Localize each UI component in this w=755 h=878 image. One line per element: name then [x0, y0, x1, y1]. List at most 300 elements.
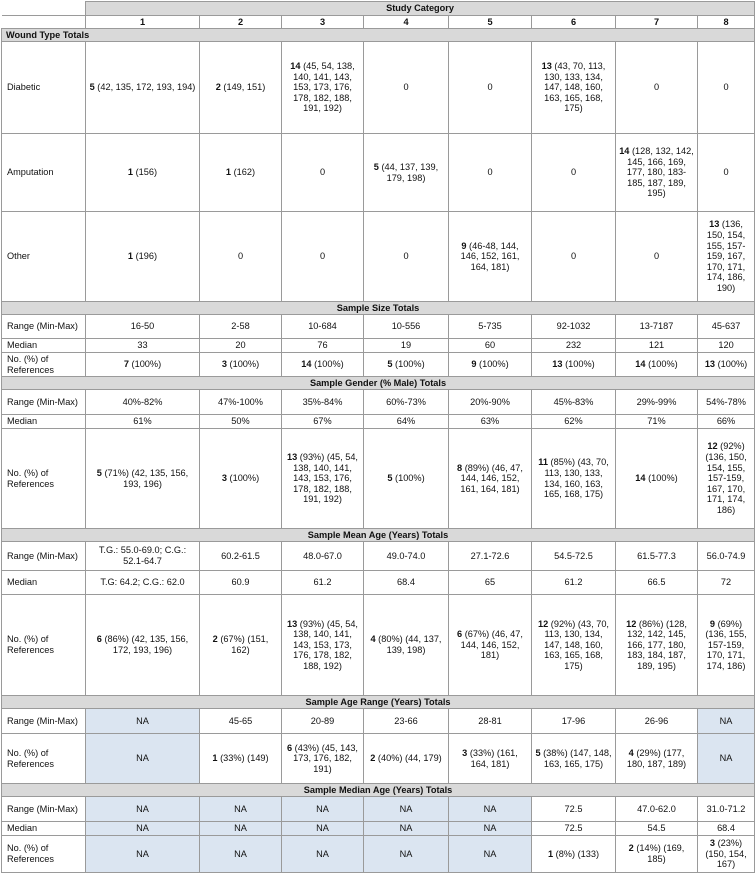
- cell-text: 45-65: [228, 715, 253, 726]
- cell-text: (93%) (45, 54, 138, 140, 141, 143, 153, 173, 176, 178, 182, 188, 192): [293, 618, 358, 671]
- cell-text: NA: [316, 823, 329, 834]
- reference-count: 5: [535, 747, 541, 758]
- reference-count: 4: [628, 747, 634, 758]
- cell-text: (69%) (136, 155, 157-159, 170, 171, 174, 186): [705, 618, 747, 671]
- table-cell: [86, 315, 200, 339]
- cell-text: 0: [570, 251, 577, 262]
- table-cell: [200, 797, 282, 822]
- cell-text: 0: [319, 251, 326, 262]
- table-cell: [698, 595, 755, 696]
- cell-text: (100%): [311, 359, 344, 370]
- reference-count: 12: [626, 618, 637, 629]
- column-number-2: 2: [200, 16, 282, 29]
- table-cell: [364, 42, 449, 134]
- cell-text: 0: [487, 82, 493, 93]
- reference-count: 3: [462, 747, 468, 758]
- reference-count: 5: [387, 359, 393, 370]
- cell-text: (100%): [645, 359, 678, 370]
- table-cell: [200, 734, 282, 784]
- table-row: [2, 212, 755, 302]
- table-cell: [86, 595, 200, 696]
- cell-text: (33%) (149): [217, 753, 269, 764]
- column-number-row: [2, 16, 755, 29]
- cell-text: T.G.: 55.0-69.0; C.G.: 52.1-64.7: [98, 545, 187, 566]
- reference-count: 12: [707, 441, 718, 452]
- table-cell: [698, 836, 755, 873]
- table-cell: [86, 415, 200, 429]
- table-cell: [200, 595, 282, 696]
- cell-text: 23-66: [394, 715, 418, 726]
- table-cell: [86, 734, 200, 784]
- cell-text: 0: [723, 82, 729, 93]
- cell-text: (45, 54, 138, 140, 141, 143, 153, 173, 176, 178, 182, 188, 191, 192): [293, 61, 355, 114]
- table-cell: [86, 797, 200, 822]
- cell-text: NA: [316, 803, 329, 814]
- section-header-row: [2, 302, 755, 315]
- table-cell: [86, 571, 200, 595]
- table-cell: [282, 134, 364, 212]
- row-label: No. (%) of References: [2, 595, 86, 696]
- cell-text: 5-735: [478, 321, 502, 332]
- cell-text: 0: [653, 82, 660, 93]
- section-title: Sample Age Range (Years) Totals: [2, 696, 755, 709]
- cell-text: 17-96: [561, 715, 586, 726]
- cell-text: (196): [133, 251, 158, 262]
- cell-text: 72.5: [564, 803, 583, 814]
- section-header-row: [2, 529, 755, 542]
- section-header-row: [2, 377, 755, 390]
- cell-text: (43, 70, 113, 130, 133, 134, 147, 148, 160, 163, 165, 168, 175): [544, 61, 606, 114]
- cell-text: 20-89: [310, 715, 335, 726]
- cell-text: NA: [234, 848, 247, 859]
- row-label: Range (Min-Max): [2, 709, 86, 734]
- reference-count: 3: [221, 359, 227, 370]
- table-cell: [698, 42, 755, 134]
- cell-text: 47.0-62.0: [637, 803, 676, 814]
- cell-text: (136, 150, 154, 155, 157-159, 167, 170, 171, 174, 186, 190): [706, 219, 746, 293]
- section-title: Wound Type Totals: [2, 29, 755, 42]
- cell-text: (40%) (44, 179): [375, 753, 442, 764]
- table-cell: [698, 415, 755, 429]
- reference-count: 8: [457, 462, 463, 473]
- table-cell: [86, 339, 200, 353]
- table-cell: [532, 836, 616, 873]
- table-cell: [532, 429, 616, 529]
- table-cell: [282, 571, 364, 595]
- reference-count: 4: [370, 634, 376, 645]
- table-cell: [532, 134, 616, 212]
- column-number-4: 4: [364, 16, 449, 29]
- cell-text: 61.2: [313, 577, 332, 588]
- cell-text: 54%-78%: [706, 396, 746, 407]
- table-cell: [449, 734, 532, 784]
- table-cell: [616, 734, 698, 784]
- cell-text: 45%-83%: [553, 396, 594, 407]
- table-row: [2, 315, 755, 339]
- row-label: Median: [2, 415, 86, 429]
- cell-text: (86%) (128, 132, 142, 145, 166, 177, 180, 183, 184, 187, 189, 195): [627, 618, 687, 671]
- section-title: Sample Median Age (Years) Totals: [2, 784, 755, 797]
- table-cell: [616, 797, 698, 822]
- table-cell: [616, 429, 698, 529]
- table-cell: [200, 390, 282, 415]
- column-number-blank-cell: [2, 16, 86, 29]
- cell-text: 60: [484, 340, 496, 351]
- table-cell: [364, 212, 449, 302]
- table-cell: [532, 353, 616, 377]
- table-cell: [532, 571, 616, 595]
- cell-text: (100%): [226, 359, 260, 370]
- table-cell: [698, 542, 755, 571]
- table-cell: [449, 571, 532, 595]
- cell-text: 0: [487, 167, 493, 178]
- column-number-1: 1: [86, 16, 200, 29]
- cell-text: 67%: [313, 416, 332, 427]
- reference-count: 13: [286, 452, 298, 463]
- cell-text: 0: [319, 167, 326, 178]
- cell-text: (14%) (169, 185): [633, 843, 685, 864]
- table-row: [2, 542, 755, 571]
- table-cell: [532, 595, 616, 696]
- table-body: [2, 2, 755, 873]
- row-label: Range (Min-Max): [2, 797, 86, 822]
- table-cell: [449, 134, 532, 212]
- cell-text: 232: [565, 340, 582, 351]
- row-label: Range (Min-Max): [2, 390, 86, 415]
- reference-count: 2: [212, 634, 218, 645]
- table-cell: [282, 734, 364, 784]
- cell-text: T.G: 64.2; C.G.: 62.0: [100, 577, 185, 588]
- cell-text: (100%): [226, 473, 260, 484]
- table-cell: [86, 353, 200, 377]
- table-cell: [449, 339, 532, 353]
- table-cell: [616, 595, 698, 696]
- cell-text: NA: [719, 753, 733, 764]
- cell-text: 66.5: [647, 577, 666, 588]
- reference-count: 2: [215, 82, 221, 93]
- column-number-5: 5: [449, 16, 532, 29]
- table-cell: [449, 42, 532, 134]
- cell-text: 35%-84%: [302, 396, 343, 407]
- table-cell: [282, 42, 364, 134]
- cell-text: 54.5-72.5: [554, 550, 593, 561]
- cell-text: (67%) (151, 162): [217, 634, 269, 655]
- table-cell: [449, 797, 532, 822]
- table-cell: [532, 212, 616, 302]
- table-cell: [698, 797, 755, 822]
- table-cell: [86, 542, 200, 571]
- reference-count: 14: [301, 359, 312, 370]
- cell-text: 56.0-74.9: [706, 550, 746, 561]
- cell-text: 48.0-67.0: [303, 550, 342, 561]
- table-cell: [532, 415, 616, 429]
- cell-text: (100%): [562, 359, 595, 370]
- cell-text: 33: [137, 340, 148, 351]
- cell-text: (71%) (42, 135, 156, 193, 196): [101, 467, 189, 489]
- table-cell: [532, 42, 616, 134]
- cell-text: 54.5: [647, 823, 666, 834]
- cell-text: (92%) (43, 70, 113, 130, 134, 147, 148, 160, 163, 165, 168, 175): [544, 618, 609, 671]
- table-cell: [364, 822, 449, 836]
- table-cell: [86, 42, 200, 134]
- table-cell: [200, 42, 282, 134]
- cell-text: NA: [316, 848, 329, 859]
- cell-text: (86%) (42, 135, 156, 172, 193, 196): [101, 634, 189, 655]
- table-cell: [364, 709, 449, 734]
- cell-text: 19: [400, 340, 412, 351]
- table-cell: [698, 390, 755, 415]
- table-cell: [86, 134, 200, 212]
- column-number-7: 7: [616, 16, 698, 29]
- table-cell: [532, 339, 616, 353]
- reference-count: 1: [127, 167, 134, 178]
- cell-text: 10-556: [391, 321, 421, 332]
- table-cell: [616, 315, 698, 339]
- table-row: [2, 571, 755, 595]
- cell-text: NA: [136, 715, 149, 726]
- table-cell: [282, 542, 364, 571]
- cell-text: 121: [648, 340, 665, 351]
- cell-text: NA: [399, 848, 413, 859]
- table-cell: [282, 836, 364, 873]
- cell-text: (43%) (45, 143, 173, 176, 182, 191): [292, 742, 358, 774]
- table-cell: [200, 709, 282, 734]
- table-cell: [200, 822, 282, 836]
- table-cell: [282, 822, 364, 836]
- cell-text: 40%-82%: [122, 396, 163, 407]
- cell-text: 120: [718, 340, 734, 351]
- cell-text: 72: [720, 577, 732, 588]
- cell-text: 76: [317, 340, 328, 351]
- cell-text: 0: [653, 251, 660, 262]
- cell-text: 47%-100%: [218, 396, 263, 407]
- cell-text: 20%-90%: [470, 396, 510, 407]
- cell-text: NA: [399, 823, 413, 834]
- cell-text: 71%: [647, 416, 666, 427]
- row-label: No. (%) of References: [2, 836, 86, 873]
- table-cell: [282, 429, 364, 529]
- cell-text: (100%): [392, 473, 425, 484]
- cell-text: 61.2: [564, 577, 583, 588]
- table-cell: [532, 709, 616, 734]
- table-cell: [616, 42, 698, 134]
- table-cell: [616, 836, 698, 873]
- cell-text: (162): [231, 167, 256, 178]
- reference-count: 14: [635, 359, 646, 370]
- cell-text: (100%): [476, 359, 509, 370]
- reference-count: 9: [471, 359, 477, 370]
- table-cell: [86, 212, 200, 302]
- cell-text: (156): [133, 167, 158, 178]
- cell-text: (100%): [715, 359, 748, 370]
- cell-text: 27.1-72.6: [470, 550, 510, 561]
- table-cell: [449, 709, 532, 734]
- table-cell: [616, 353, 698, 377]
- table-cell: [200, 415, 282, 429]
- cell-text: 31.0-71.2: [706, 803, 746, 814]
- table-cell: [282, 212, 364, 302]
- table-cell: [364, 571, 449, 595]
- table-cell: [200, 339, 282, 353]
- table-cell: [364, 315, 449, 339]
- reference-count: 13: [541, 61, 552, 72]
- cell-text: 61%: [133, 416, 152, 427]
- table-cell: [698, 734, 755, 784]
- table-cell: [616, 542, 698, 571]
- table-cell: [364, 797, 449, 822]
- cell-text: 13-7187: [639, 321, 674, 332]
- cell-text: 50%: [231, 416, 250, 427]
- table-cell: [616, 390, 698, 415]
- reference-count: 7: [123, 359, 129, 370]
- table-cell: [698, 822, 755, 836]
- table-cell: [449, 353, 532, 377]
- cell-text: 60.9: [231, 577, 250, 588]
- reference-count: 13: [709, 219, 720, 230]
- reference-count: 1: [212, 753, 218, 764]
- table-row: [2, 429, 755, 529]
- reference-count: 5: [373, 161, 379, 172]
- table-row: [2, 822, 755, 836]
- column-number-3: 3: [282, 16, 364, 29]
- cell-text: (29%) (177, 180, 187, 189): [626, 747, 687, 769]
- table-cell: [364, 134, 449, 212]
- table-cell: [532, 822, 616, 836]
- reference-count: 6: [457, 629, 463, 640]
- table-cell: [449, 415, 532, 429]
- row-label: Amputation: [2, 134, 86, 212]
- cell-text: NA: [136, 848, 149, 859]
- cell-text: (44, 137, 139, 179, 198): [378, 161, 439, 183]
- table-row: [2, 836, 755, 873]
- cell-text: 72.5: [564, 823, 583, 834]
- table-cell: [616, 571, 698, 595]
- table-cell: [698, 571, 755, 595]
- table-cell: [282, 315, 364, 339]
- cell-text: 2-58: [231, 321, 250, 332]
- table-cell: [364, 836, 449, 873]
- table-cell: [698, 353, 755, 377]
- row-label: Median: [2, 339, 86, 353]
- cell-text: NA: [234, 803, 247, 814]
- table-cell: [616, 212, 698, 302]
- study-category-table: [1, 1, 755, 873]
- table-cell: [532, 390, 616, 415]
- cell-text: 64%: [396, 416, 416, 427]
- table-row: [2, 134, 755, 212]
- table-cell: [364, 390, 449, 415]
- cell-text: (67%) (46, 47, 144, 146, 152, 181): [460, 629, 523, 661]
- cell-text: (89%) (46, 47, 144, 146, 152, 161, 164, 181): [460, 462, 523, 494]
- row-label: No. (%) of References: [2, 429, 86, 529]
- cell-text: 92-1032: [556, 321, 591, 332]
- cell-text: 65: [484, 577, 496, 588]
- table-cell: [200, 353, 282, 377]
- table-cell: [86, 836, 200, 873]
- table-cell: [282, 339, 364, 353]
- column-number-6: 6: [532, 16, 616, 29]
- cell-text: (23%) (150, 154, 167): [705, 838, 747, 870]
- table-cell: [532, 315, 616, 339]
- table-cell: [698, 212, 755, 302]
- table-cell: [364, 415, 449, 429]
- table-cell: [532, 797, 616, 822]
- cell-text: (100%): [392, 359, 425, 370]
- cell-text: NA: [483, 823, 497, 834]
- table-row: [2, 595, 755, 696]
- cell-text: 68.4: [397, 577, 415, 588]
- cell-text: 0: [723, 167, 729, 178]
- section-title: Sample Size Totals: [2, 302, 755, 315]
- table-cell: [364, 339, 449, 353]
- table-cell: [532, 734, 616, 784]
- reference-count: 14: [635, 473, 646, 484]
- reference-count: 6: [96, 634, 102, 645]
- reference-count: 11: [538, 457, 548, 468]
- row-label: Median: [2, 822, 86, 836]
- table-cell: [282, 353, 364, 377]
- cell-text: 0: [403, 251, 409, 262]
- reference-count: 1: [127, 251, 134, 262]
- reference-count: 2: [628, 843, 634, 854]
- table-cell: [86, 429, 200, 529]
- table-row: [2, 734, 755, 784]
- header-blank-cell: [2, 2, 86, 16]
- row-label: Diabetic: [2, 42, 86, 134]
- cell-text: 61.5-77.3: [637, 550, 676, 561]
- table-cell: [532, 542, 616, 571]
- table-cell: [616, 709, 698, 734]
- table-cell: [449, 212, 532, 302]
- section-header-row: [2, 29, 755, 42]
- table-cell: [86, 390, 200, 415]
- reference-count: 3: [709, 838, 716, 849]
- section-header-row: [2, 784, 755, 797]
- table-cell: [616, 339, 698, 353]
- table-row: [2, 709, 755, 734]
- table-cell: [282, 390, 364, 415]
- cell-text: 10-684: [308, 321, 337, 332]
- cell-text: 29%-99%: [636, 396, 677, 407]
- cell-text: (149, 151): [220, 82, 266, 93]
- cell-text: (128, 132, 142, 145, 166, 169, 177, 180, 183-185, 187, 189, 195): [626, 146, 694, 199]
- cell-text: NA: [399, 803, 413, 814]
- reference-count: 3: [221, 473, 227, 484]
- reference-count: 5: [89, 82, 95, 93]
- cell-text: 49.0-74.0: [386, 550, 426, 561]
- cell-text: 16-50: [130, 321, 155, 332]
- reference-count: 5: [387, 473, 393, 484]
- table-cell: [200, 212, 282, 302]
- cell-text: (92%) (136, 150, 154, 155, 157-159, 167, 170, 171, 174, 186): [705, 441, 747, 515]
- cell-text: (100%): [645, 473, 678, 484]
- cell-text: (38%) (147, 148, 163, 165, 175): [540, 747, 612, 769]
- table-row: [2, 415, 755, 429]
- reference-count: 2: [370, 753, 376, 764]
- cell-text: (85%) (43, 70, 113, 130, 133, 134, 160, 163, 165, 168, 175): [543, 457, 609, 500]
- table-cell: [282, 415, 364, 429]
- row-label: Range (Min-Max): [2, 315, 86, 339]
- table-cell: [364, 353, 449, 377]
- cell-text: 60%-73%: [386, 396, 426, 407]
- cell-text: 0: [237, 251, 244, 262]
- section-header-row: [2, 696, 755, 709]
- table-cell: [616, 415, 698, 429]
- reference-count: 9: [461, 240, 467, 251]
- table-cell: [200, 836, 282, 873]
- cell-text: NA: [483, 848, 497, 859]
- table-row: [2, 339, 755, 353]
